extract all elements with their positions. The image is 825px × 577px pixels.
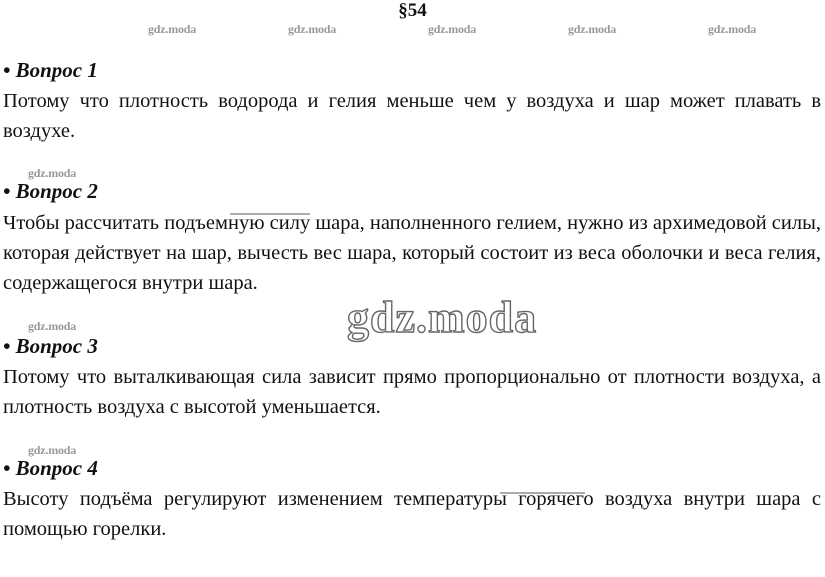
question-1-label: • Вопрос 1	[3, 58, 98, 82]
scribble-mark	[230, 213, 310, 215]
scribble-mark	[500, 492, 585, 494]
question-4-answer: Высоту подъёма регулируют изменением температуры горячего воздуха внутри шара с помощью горелки.	[3, 488, 821, 540]
watermark: gdz.moda	[708, 22, 757, 36]
question-1-answer: Потому что плотность водорода и гелия меньше чем у воздуха и шар может плавать в воздухе.	[3, 90, 821, 142]
question-2-label: • Вопрос 2	[3, 179, 98, 203]
watermark-large: gdz.moda	[347, 293, 538, 342]
question-2-answer: Чтобы рассчитать подъемную силу шара, наполненного гелием, нужно из архимедовой силы, которая действует на шар, вычесть вес шара, который состоит из веса оболочки и веса гелия, содержащегося внутри шара.	[3, 212, 821, 294]
watermark-row	[0, 22, 825, 40]
question-3-label: • Вопрос 3	[3, 334, 98, 358]
watermark: gdz.moda	[428, 22, 477, 36]
watermark: gdz.moda	[28, 319, 77, 333]
question-3-answer: Потому что выталкивающая сила зависит прямо пропорционально от плотности воздуха, а плотность воздуха с высотой уменьшается.	[3, 366, 821, 418]
watermark: gdz.moda	[148, 22, 197, 36]
watermark: gdz.moda	[288, 22, 337, 36]
watermark: gdz.moda	[568, 22, 617, 36]
page-heading: §54	[398, 0, 427, 21]
watermark: gdz.moda	[28, 443, 77, 457]
question-4-label: • Вопрос 4	[3, 456, 98, 480]
watermark: gdz.moda	[28, 166, 77, 180]
